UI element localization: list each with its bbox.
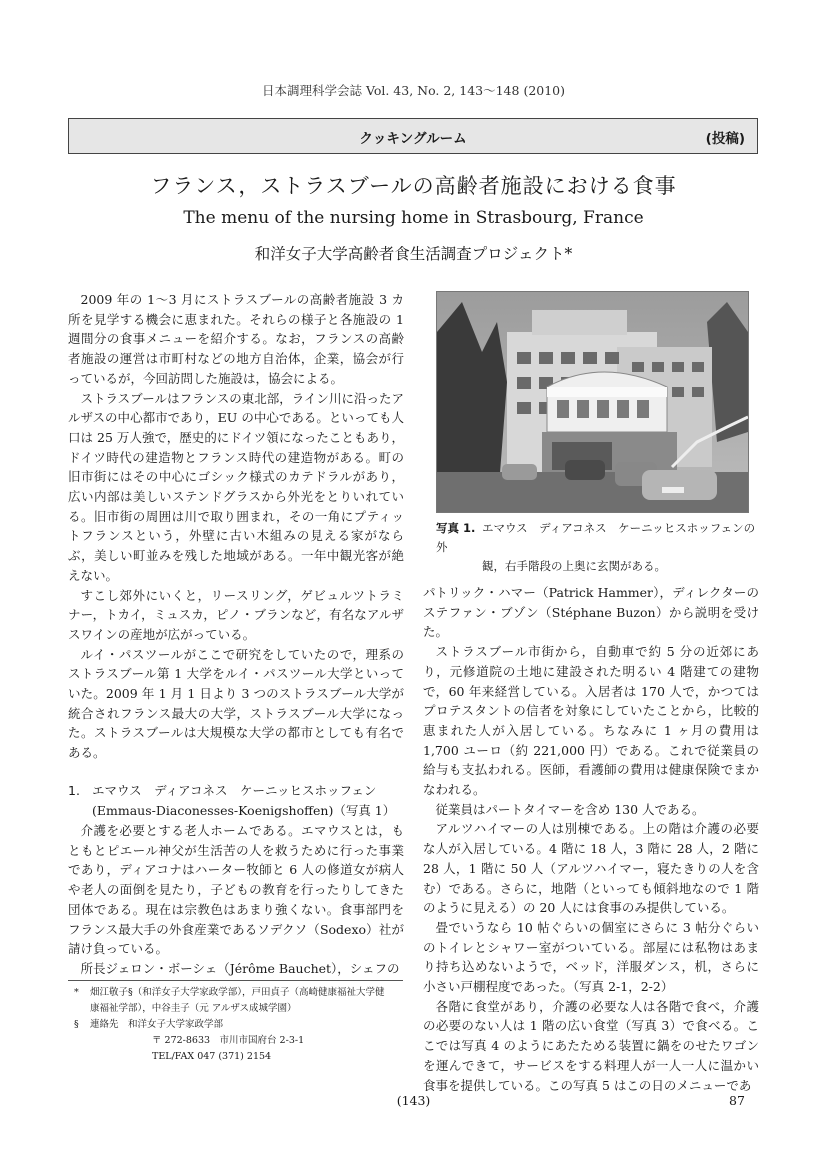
building-photo-image — [437, 292, 748, 512]
footnotes — [68, 985, 413, 1065]
section-title: クッキングルーム — [359, 131, 467, 147]
footnote-mark: § — [74, 1019, 79, 1030]
paragraph: ストラスブール市街から，自動車で約 5 分の近郊にあり，元修道院の土地に建設された明るい 4 階建ての建物で，60 年来経営している。入居者は 170 人で，かつてはプロテスタントの信者を対象にしていたことから，比較的恵まれた人が入居している。ちなみに 1 ヶ月の費用は 1,700 ユーロ（約 221,000 円）である。これで従業員の給与も支払われる。医師，看護師の費用は健康保険でまかなわれる。 — [423, 644, 759, 798]
paragraph: 介護を必要とする老人ホームである。エマウスとは，もともとピエール神父が生活苦の人を救うために行った事業であり，ディアコナはハーター牧師と 6 人の修道女が病人や老人の面倒を見たり，子どもの教育を行ったりしてきた団体である。現在は宗教色はあまり強くない。食事部門をフランス最大手の外食産業であるソデクソ（Sodexo）社が請け負っている。 — [68, 823, 404, 957]
footnote-divider — [68, 980, 403, 981]
paragraph: 従業員はパートタイマーを含め 130 人である。 — [435, 801, 705, 817]
section-banner — [68, 118, 758, 154]
left-column — [68, 290, 404, 763]
footnote-phone: TEL/FAX 047 (371) 2154 — [152, 1051, 272, 1062]
left-column-section-body — [68, 821, 404, 979]
journal-citation: 日本調理科学会誌 Vol. 43, No. 2, 143～148 (2010) — [261, 83, 566, 98]
caption-text-line2: 観，右手階段の上奥に玄関がある。 — [482, 559, 666, 573]
page-number-center: (143) — [396, 1093, 431, 1108]
footnote-authors: 畑江敬子§（和洋女子大学家政学部），戸田貞子（高崎健康福祉大学健 — [90, 987, 385, 998]
footnote-mark: * — [74, 987, 79, 998]
paragraph: ルイ・パスツールがここで研究をしていたので，理系のストラスブール第 1 大学をルイ・パスツール大学といっていた。2009 年 1 月 1 日より 3 つのストラスブール大学が統合されフランス最大の大学，ストラスブール大学になった。ストラスブールは大規模な大学の都市としても有名である。 — [68, 646, 404, 761]
paragraph: 所長ジェロン・ボーシェ（Jérôme Bauchet），シェフの — [80, 960, 400, 976]
caption-label: 写真 1. — [436, 521, 476, 535]
article-author: 和洋女子大学高齢者食生活調査プロジェクト* — [254, 245, 573, 263]
caption-text-line1: エマウス ディアコネス ケーニッヒスホッフェンの外 — [436, 521, 756, 554]
footnote-address: 〒 272-8633 市川市国府台 2-3-1 — [152, 1035, 305, 1046]
building-photo — [436, 291, 749, 513]
paragraph: アルツハイマーの人は別棟である。上の階は介護の必要な人が入居している。4 階に 18 人，3 階に 28 人，2 階に 28 人，1 階に 50 人（アルツハイマー，寝たきりの人を含む）である。さらに，地階（といっても傾斜地なので 1 階のように見える）の 20 人には食事のみ提供している。 — [423, 821, 759, 916]
paragraph: 2009 年の 1～3 月にストラスブールの高齢者施設 3 カ所を見学する機会に恵まれた。それらの様子と各施設の 1 週間分の食事メニューを紹介する。なお，フランスの高齢者施設の運営は市町村などの地方自治体，企業，協会が行っているが，今回訪問した施設は，協会による。 — [68, 292, 404, 386]
footnote-contact: 連絡先 和洋女子大学家政学部 — [90, 1019, 224, 1030]
paragraph: 畳でいうなら 10 帖ぐらいの個室にさらに 3 帖分ぐらいのトイレとシャワー室がついている。部屋には私物はあまり持ち込めないようで，ベッド，洋服ダンス，机，さらに小さい戸棚程度であった。（写真 2-1，2-2） — [423, 919, 759, 995]
photo-caption — [436, 519, 756, 576]
section-subheading: (Emmaus-Diaconesses-Koenigshoffen)（写真 1） — [92, 802, 396, 818]
paragraph: ストラスブールはフランスの東北部，ライン川に沿ったアルザスの中心都市であり，EU の中心である。といっても人口は 25 万人強で，歴史的にドイツ領になったこともあり，ドイツ時代の建造物とフランス時代の建造物がある。町の旧市街にはその中心にゴシック様式のカテドラルがあり，広い内部は美しいステンドグラスから外光をとりいれている。旧市街の周囲は川で取り囲まれ，その一角にプティットフランスという，外壁に古い木組みの見える家がならぶ，美しい町並みを残した地域がある。一年中観光客が絶えない。 — [68, 390, 404, 583]
footnote-authors-cont: 康福祉学部），中谷圭子（元 アルザス成城学園） — [90, 1003, 297, 1014]
article-title-english: The menu of the nursing home in Strasbourg, France — [183, 208, 644, 228]
section-heading-text: エマウス ディアコネス ケーニッヒスホッフェン — [92, 783, 377, 798]
article-title-japanese: フランス，ストラスブールの高齢者施設における食事 — [150, 174, 677, 198]
right-column — [423, 583, 759, 1095]
paragraph: パトリック・ハマー（Patrick Hammer），ディレクターのステファン・ブゾン（Stéphane Buzon）から説明を受けた。 — [423, 585, 759, 640]
section-number: 1. — [68, 783, 80, 798]
paragraph: すこし郊外にいくと，リースリング，ゲビュルツトラミナー，トカイ，ミュスカ，ピノ・ブランなど，有名なアルザスワインの産地が広がっている。 — [68, 587, 404, 642]
section-tag: (投稿) — [705, 131, 745, 147]
paragraph: 各階に食堂があり，介護の必要な人は各階で食べ，介護の必要のない人は 1 階の広い食堂（写真 3）で食べる。ここでは写真 4 のようにあたためる装置に鍋をのせたワゴンを運んできて，サービスをする料理人が一人一人に温かい食事を提供している。この写真 5 はこの日のメニューであ — [423, 998, 759, 1093]
section-heading — [68, 781, 413, 820]
page-number-right: 87 — [729, 1093, 745, 1108]
